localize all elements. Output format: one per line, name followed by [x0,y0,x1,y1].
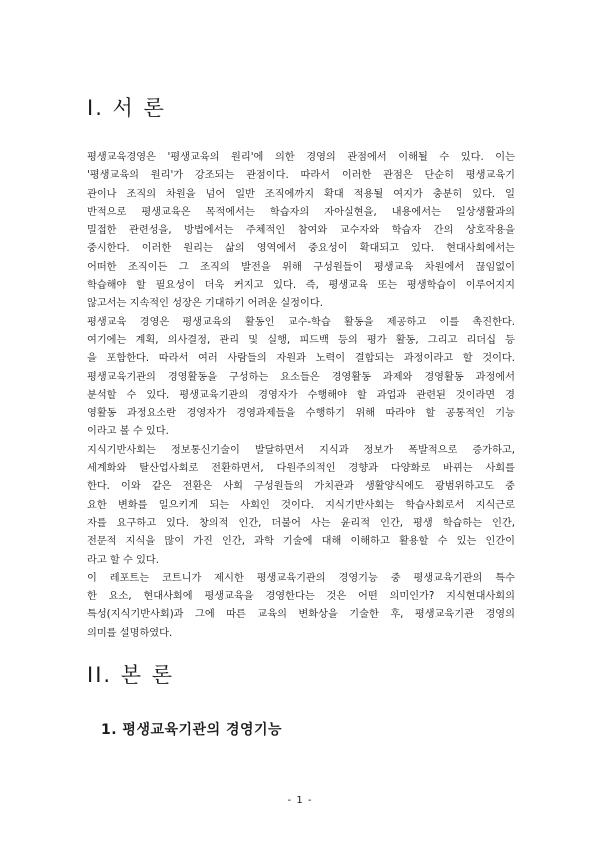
text-line: 평생교육 경영은 평생교육의 활동인 교수-학습 활동을 제공하고 이를 촉진한다. [87,316,515,328]
text-line: 학습해야 할 필요성이 더욱 커지고 있다. 즉, 평생교육 또는 평생학습이 이루어지지 [87,280,515,292]
text-line: 않고서는 지속적인 성장은 기대하기 어려운 실정이다. [87,298,323,310]
paragraph [87,442,515,570]
text-line: 어떠한 조직이든 그 조직의 발전을 위해 구성원들이 평생교육 차원에서 끊임없이 [87,261,515,273]
paragraph [87,149,515,314]
text-line: 이라고 볼 수 있다. [87,426,169,438]
text-line: 여기에는 계획, 의사결정, 관리 및 실행, 피드백 등의 평가 활동, 그리고 리더십 등 [87,334,515,346]
introduction-body [87,149,515,643]
text-line: 을 포함한다. 따라서 여러 사람들의 자원과 노력이 결합되는 과정이라고 할 것이다. [87,353,515,365]
text-line: '평생교육의 원리'가 강조되는 관점이다. 따라서 이러한 관점은 단순히 평생교육기 [87,170,515,182]
text-line: 평생교육경영은 '평생교육의 원리'에 의한 경영의 관점에서 이해될 수 있다. 이는 [87,152,515,163]
text-line: 중시한다. 이러한 원리는 삶의 영역에서 중요성이 확대되고 있다. 현대사회에서는 [87,243,515,255]
paragraph [87,570,515,643]
text-line: 평생교육기관의 경영활동을 구성하는 요소들은 경영활동 과제와 경영활동 과정에서 [87,371,515,383]
text-line: 지식기반사회는 정보통신기술이 발달하면서 지식과 정보가 폭발적으로 증가하고, [87,444,515,456]
text-line: 라고 할 수 있다. [87,554,159,566]
section-heading-main-body: II. 본 론 [87,663,174,687]
text-line: 자를 요구하고 있다. 창의적 인간, 더불어 사는 윤리적 인간, 평생 학습하는 인간, [87,517,515,529]
text-line: 이 레포트는 코트니가 제시한 평생교육기관의 경영기능 중 평생교육기관의 특수 [87,572,515,584]
section-heading-introduction: I. 서 론 [87,96,166,120]
text-line: 전문적 지식을 많이 가진 인간, 과학 기술에 대해 이해하고 활용할 수 있는 인간이 [87,536,515,548]
text-line: 한 요소, 현대사회에 평생교육을 경영한다는 것은 어떤 의미인가? 지식현대사회의 [87,591,515,603]
text-line: 반적으로 평생교육은 목적에서는 학습자의 자아실현을, 내용에서는 일상생활과의 [87,206,515,218]
page-number: - 1 - [287,795,313,806]
text-line: 세계화와 탈산업사회로 전환하면서, 다원주의적인 경향과 다양화로 바뀌는 사회를 [87,463,515,475]
text-line: 한다. 이와 같은 전환은 사회 구성원들의 가치관과 생활양식에도 광범위하고도 중 [87,481,515,493]
text-line: 관이나 조직의 차원을 넘어 일반 조직에까지 확대 적용될 여지가 충분히 있다. 일 [87,188,515,200]
text-line: 영활동 과정요소란 경영자가 경영과제들을 수행하기 위해 따라야 할 공통적인 기능 [87,408,515,420]
text-line: 의미를 설명하였다. [87,627,173,639]
text-line: 분석할 수 있다. 평생교육기관의 경영자가 수행해야 할 과업과 관련된 것이라면 경 [87,389,515,401]
paragraph [87,314,515,442]
text-line: 밀접한 관련성을, 방법에서는 주체적인 참여와 교수자와 학습자 간의 상호작용을 [87,225,515,237]
text-line: 요한 변화를 일으키게 되는 사회인 것이다. 지식기반사회는 학습사회로서 지식근로 [87,499,515,511]
text-line: 특성(지식기반사회)과 그에 따른 교육의 변화상을 기술한 후, 평생교육기관 경영의 [87,609,515,621]
subsection-heading: 1. 평생교육기관의 경영기능 [101,722,283,738]
